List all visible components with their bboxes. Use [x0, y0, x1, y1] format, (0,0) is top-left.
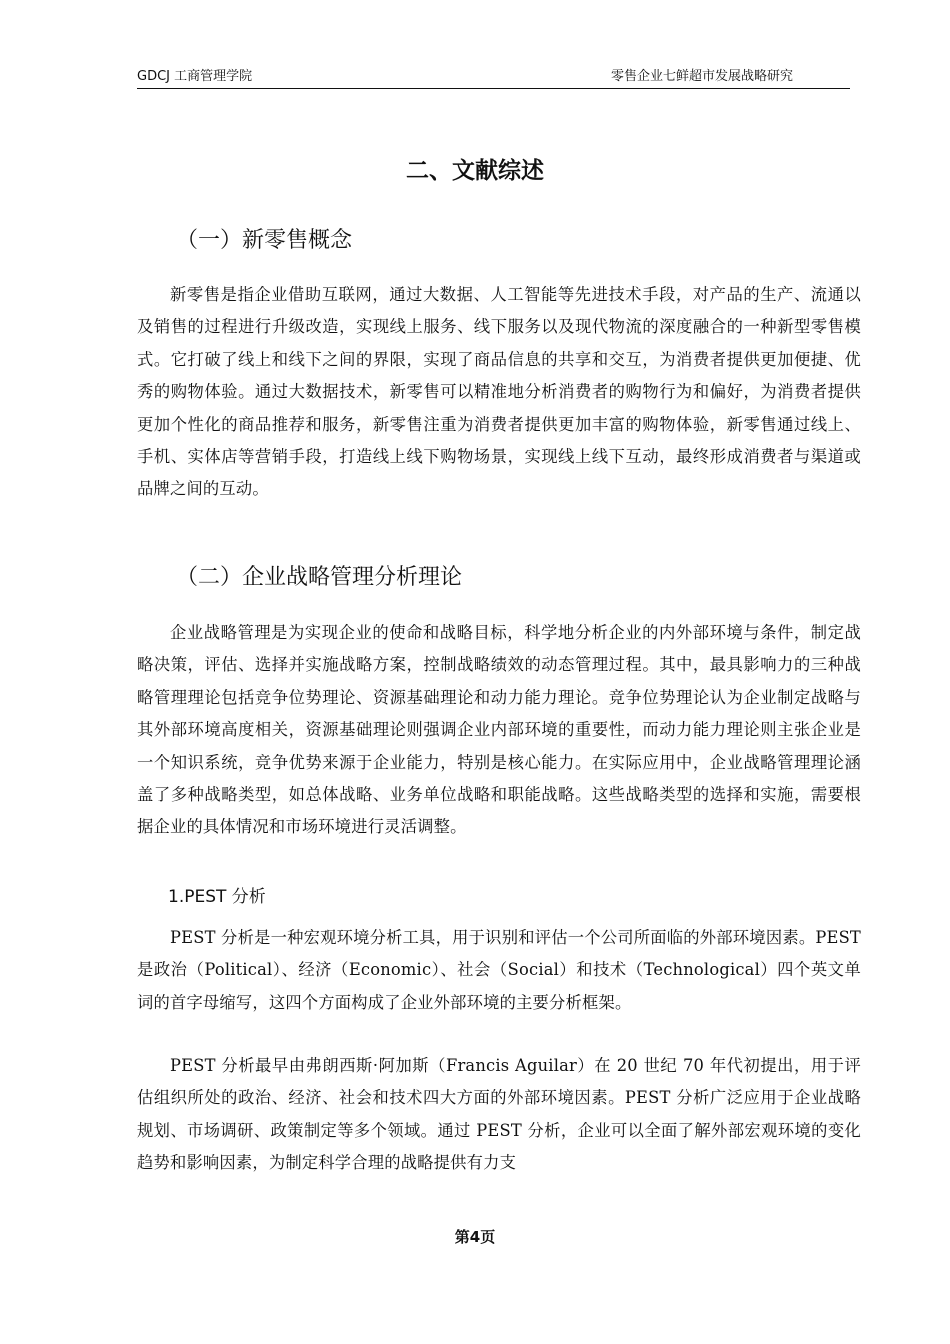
paragraph-strategy-theory: 企业战略管理是为实现企业的使命和战略目标，科学地分析企业的内外部环境与条件，制定战略决策，评估、选择并实施战略方案，控制战略绩效的动态管理过程。其中，最具影响力的三种战略管理理论包括竞争位势理论、资源基础理论和动力能力理论。竞争位势理论认为企业制定战略与其外部环境高度相关，资源基础理论则强调企业内部环境的重要性，而动力能力理论则主张企业是一个知识系统，竞争优势来源于企业能力，特别是核心能力。在实际应用中，企业战略管理理论涵盖了多种战略类型，如总体战略、业务单位战略和职能战略。这些战略类型的选择和实施，需要根据企业的具体情况和市场环境进行灵活调整。 — [137, 623, 861, 837]
page-number: 第4页 — [454, 1228, 496, 1246]
subsection-heading-pest: 1.PEST 分析 — [168, 887, 266, 907]
paragraph-pest-history: PEST 分析最早由弗朗西斯·阿加斯（Francis Aguilar）在 20 世纪 70 年代初提出，用于评估组织所处的政治、经济、社会和技术四大方面的外部环境因素。PEST 分析广泛应用于企业战略规划、市场调研、政策制定等多个领域。通过 PEST 分析，企业可以全面了解外部宏观环境的变化趋势和影响因素，为制定科学合理的战略提供有力支 — [137, 1056, 861, 1173]
paragraph-pest-definition: PEST 分析是一种宏观环境分析工具，用于识别和评估一个公司所面临的外部环境因素。PEST 是政治（Political）、经济（Economic）、社会（Social）和技术（Technological）四个英文单词的首字母缩写，这四个方面构成了企业外部环境的主要分析框架。 — [137, 928, 861, 1012]
paragraph-new-retail: 新零售是指企业借助互联网，通过大数据、人工智能等先进技术手段，对产品的生产、流通以及销售的过程进行升级改造，实现线上服务、线下服务以及现代物流的深度融合的一种新型零售模式。它打破了线上和线下之间的界限，实现了商品信息的共享和交互，为消费者提供更加便捷、优秀的购物体验。通过大数据技术，新零售可以精准地分析消费者的购物行为和偏好，为消费者提供更加个性化的商品推荐和服务，新零售注重为消费者提供更加丰富的购物体验，新零售通过线上、手机、实体店等营销手段，打造线上线下购物场景，实现线上线下互动，最终形成消费者与渠道或品牌之间的互动。 — [137, 285, 861, 499]
header-thesis-title: 零售企业七鲜超市发展战略研究 — [610, 69, 793, 84]
header-school-name: GDCJ 工商管理学院 — [137, 69, 253, 84]
section-heading-strategy-theory: （二）企业战略管理分析理论 — [176, 565, 463, 590]
section-heading-new-retail: （一）新零售概念 — [176, 228, 353, 253]
page-header — [137, 66, 850, 89]
chapter-title: 二、文献综述 — [406, 158, 544, 184]
